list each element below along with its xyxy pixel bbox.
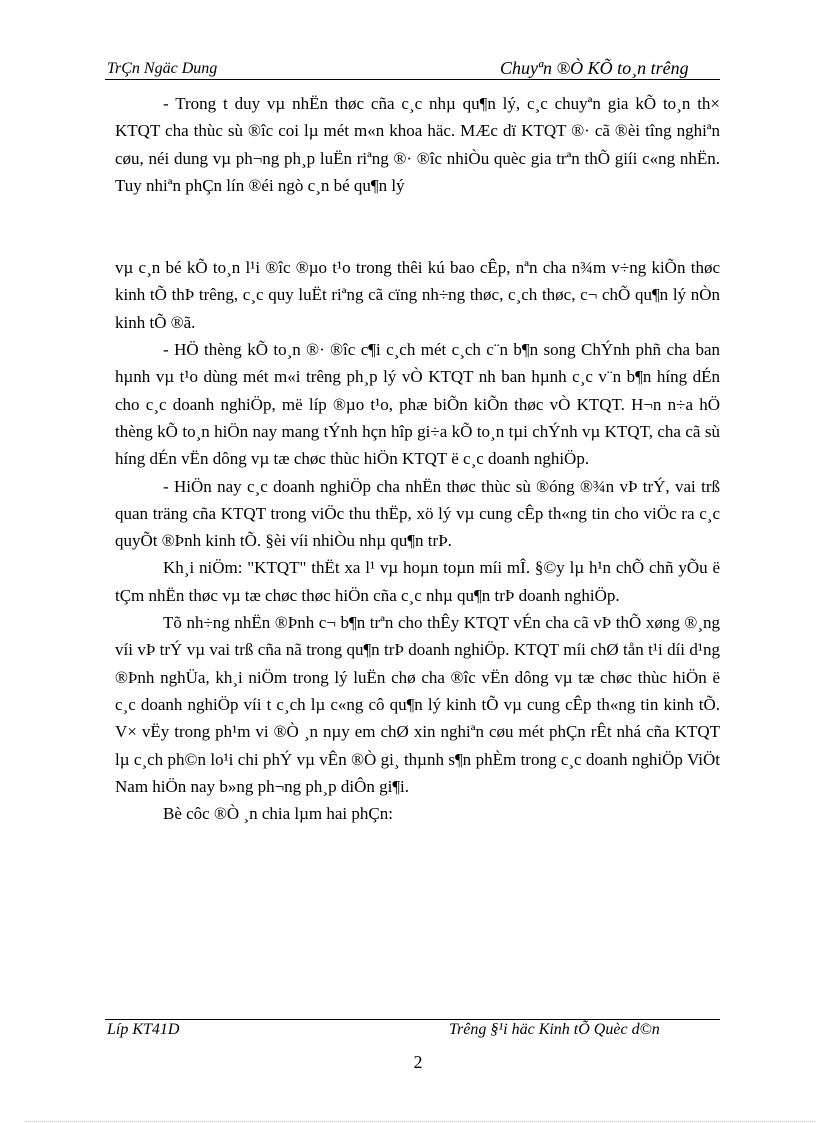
paragraph-gap — [115, 199, 720, 254]
paragraph: - HiÖn nay c¸c doanh nghiÖp cha nhËn thøc thùc sù ®óng ®¾n vÞ trÝ, vai trß quan träng cña KTQT trong viÖc thu thËp, xö lý vµ cung cÊp th«ng tin cho viÖc ra c¸c quyÕt ®Þnh kinh tÕ. §èi víi nhiÒu nhµ qu¶n trÞ. — [115, 476, 720, 551]
header-title: Chuyªn ®Ò KÕ to¸n trêng — [500, 58, 689, 78]
page-number: 2 — [413, 1052, 423, 1072]
footer-rule — [105, 1019, 720, 1020]
header-rule — [105, 79, 720, 80]
footer-class: Líp KT41D — [107, 1021, 180, 1038]
paragraph: - Trong t duy vµ nhËn thøc cña c¸c nhµ qu¶n lý, c¸c chuyªn gia kÕ to¸n th× KTQT cha thùc sù ®îc coi lµ mét m«n khoa häc. MÆc dï KTQT ®· cã ®èi tîng nghiªn cøu, néi dung vµ ph¬ng ph¸p luËn riªng ®· ®îc nhiÒu quèc gia trªn thÕ giíi c«ng nhËn. Tuy nhiªn phÇn lín ®éi ngò c¸n bé qu¶n lý — [115, 94, 720, 195]
paragraph: Kh¸i niÖm: "KTQT" thËt xa l¹ vµ hoµn toµn míi mÎ. §©y lµ h¹n chÕ chñ yÕu ë tÇm nhËn thøc vµ tæ chøc thøc hiÖn cña c¸c nhµ qu¶n trÞ doanh nghiÖp. — [115, 558, 720, 605]
page-edge-dotted-line — [25, 1121, 815, 1122]
document-body — [115, 90, 720, 827]
paragraph: - HÖ thèng kÕ to¸n ®· ®îc c¶i c¸ch mét c¸ch c¨n b¶n song ChÝnh phñ cha ban hµnh vµ t¹o dùng mét m«i trêng ph¸p lý vÒ KTQT nh ban hµnh c¸c v¨n b¶n híng dÉn cho c¸c doanh nghiÖp, më líp ®µo t¹o, phæ biÕn kiÕn thøc vÒ KTQT. H¬n n÷a hÖ thèng kÕ to¸n hiÖn nay mang tÝnh hçn hîp gi÷a kÕ to¸n tµi chÝnh vµ KTQT, cha cã sù híng dÉn vËn dông vµ tæ chøc thùc hiÖn KTQT ë c¸c doanh nghiÖp. — [115, 340, 720, 469]
paragraph: Tõ nh÷ng nhËn ®Þnh c¬ b¶n trªn cho thÊy KTQT vÉn cha cã vÞ thÕ xøng ®¸ng víi vÞ trÝ vµ vai trß cña nã trong qu¶n trÞ doanh nghiÖp. KTQT míi chØ tån t¹i díi d¹ng ®Þnh nghÜa, kh¸i niÖm trong lý luËn chø cha ®îc vËn dông vµ tæ chøc thùc hiÖn ë c¸c doanh nghiÖp víi t c¸ch lµ c«ng cô qu¶n lý kinh tÕ vµ cung cÊp th«ng tin kinh tÕ. V× vËy trong ph¹m vi ®Ò ¸n nµy em chØ xin nghiªn cøu mét phÇn rÊt nhá cña KTQT lµ c¸ch ph©n lo¹i chi phÝ vµ vÊn ®Ò gi¸ thµnh s¶n phÈm trong c¸c doanh nghiÖp ViÖt Nam hiÖn nay b»ng ph¬ng ph¸p diÔn gi¶i. — [115, 613, 720, 796]
paragraph: vµ c¸n bé kÕ to¸n l¹i ®îc ®µo t¹o trong thêi kú bao cÊp, nªn cha n¾m v÷ng kiÕn thøc kinh tÕ thÞ trêng, c¸c quy luËt riªng cã cïng nh÷ng thøc, c¸ch thøc, c¬ chÕ qu¶n lý nÒn kinh tÕ ®ã. — [115, 258, 720, 332]
paragraph: Bè côc ®Ò ¸n chia lµm hai phÇn: — [163, 804, 393, 824]
header-author: TrÇn Ngäc Dung — [107, 60, 218, 77]
footer-university: Trêng §¹i häc Kinh tÕ Quèc d©n — [449, 1021, 660, 1038]
